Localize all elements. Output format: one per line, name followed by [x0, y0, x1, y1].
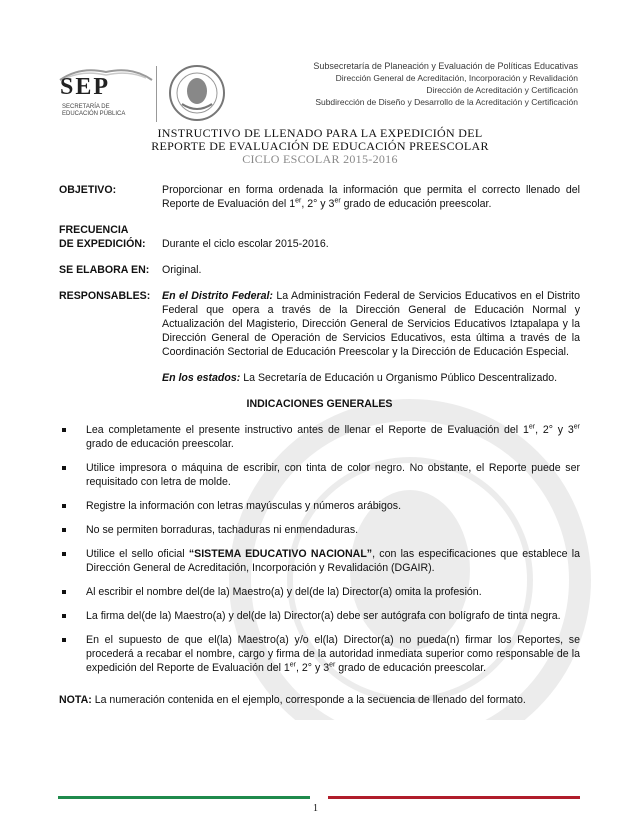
responsables-row — [59, 289, 580, 385]
mexico-seal-icon — [168, 60, 226, 126]
header-divider — [156, 66, 157, 122]
page-number: 1 — [313, 803, 318, 814]
document-body — [59, 183, 580, 707]
nota-paragraph — [59, 693, 580, 707]
responsables-text: En el Distrito Federal: La Administración Federal de Servicios Educativos en el Distrito Federal que opera a través de la Dirección General de Educación Normal y Actualización del Magisterio, Dirección General de Servicios Educativos Iztapalapa y la Dirección General de Operación de Servicios Educativos, esta última a través de la Coordinación Sectorial de Educación Preescolar y la Dirección de Educación Especial. En los estados: La Secretaría de Educación u Organismo Público Descentralizado. — [162, 290, 580, 384]
list-item: En el supuesto de que el(la) Maestro(a) y/o el(la) Director(a) no pueda(n) firmar los Reportes, se procederá a recabar el nombre, cargo y firma de la autoridad inmediata superior como responsable de la expedición del Reporte de Evaluación del 1er, 2° y 3er grado de educación preescolar. — [59, 633, 580, 675]
sep-logo-subtitle: SECRETARÍA DE EDUCACIÓN PÚBLICA — [62, 104, 126, 117]
elabora-row — [59, 263, 580, 277]
list-item: Al escribir el nombre del(de la) Maestro(a) y del(de la) Director(a) omita la profesión. — [59, 585, 580, 599]
sep-logo-text: SEP — [60, 74, 111, 100]
responsables-label: RESPONSABLES: — [59, 290, 151, 302]
objetivo-text: Proporcionar en forma ordenada la información que permita el correcto llenado del Reporte de Evaluación del 1er, 2° y 3er grado de educación preescolar. — [162, 184, 580, 210]
indicaciones-list — [59, 423, 580, 675]
nota-label: NOTA: — [59, 694, 92, 706]
footer-red-rule — [328, 796, 580, 799]
footer-green-rule — [58, 796, 310, 799]
list-item: La firma del(de la) Maestro(a) y del(de la) Director(a) debe ser autógrafa con bolígrafo de tinta negra. — [59, 609, 580, 623]
frecuencia-row — [59, 223, 580, 251]
frecuencia-label: FRECUENCIA DE EXPEDICIÓN: — [59, 224, 146, 250]
objetivo-row — [59, 183, 580, 211]
nota-text: La numeración contenida en el ejemplo, corresponde a la secuencia de llenado del formato. — [91, 694, 526, 706]
document-title — [60, 127, 580, 166]
page-header — [0, 52, 638, 122]
list-item: Lea completamente el presente instructivo antes de llenar el Reporte de Evaluación del 1er, 2° y 3er grado de educación preescolar. — [59, 423, 580, 451]
frecuencia-text: Durante el ciclo escolar 2015-2016. — [162, 238, 329, 250]
list-item: Utilice impresora o máquina de escribir, con tinta de color negro. No obstante, el Reporte puede ser requisitado con letra de molde. — [59, 461, 580, 489]
header-line: Subdirección de Diseño y Desarrollo de la Acreditación y Certificación — [315, 97, 578, 107]
title-line-2: REPORTE DE EVALUACIÓN DE EDUCACIÓN PREESCOLAR — [151, 139, 489, 153]
list-item: Utilice el sello oficial “SISTEMA EDUCATIVO NACIONAL”, con las especificaciones que establece la Dirección General de Acreditación, Incorporación y Revalidación (DGAIR). — [59, 547, 580, 575]
title-line-1: INSTRUCTIVO DE LLENADO PARA LA EXPEDICIÓN DEL — [157, 126, 483, 140]
title-line-3: CICLO ESCOLAR 2015-2016 — [242, 152, 398, 166]
header-institution-lines — [313, 60, 578, 108]
objetivo-label: OBJETIVO: — [59, 184, 117, 196]
indicaciones-title: INDICACIONES GENERALES — [246, 398, 393, 410]
elabora-text: Original. — [162, 264, 202, 276]
list-item: No se permiten borraduras, tachaduras ni enmendaduras. — [59, 523, 580, 537]
list-item: Registre la información con letras mayúsculas y números arábigos. — [59, 499, 580, 513]
elabora-label: SE ELABORA EN: — [59, 264, 150, 276]
header-line: Dirección General de Acreditación, Incorporación y Revalidación — [335, 73, 578, 83]
header-line: Subsecretaría de Planeación y Evaluación de Políticas Educativas — [313, 61, 578, 71]
header-line: Dirección de Acreditación y Certificación — [426, 85, 578, 95]
